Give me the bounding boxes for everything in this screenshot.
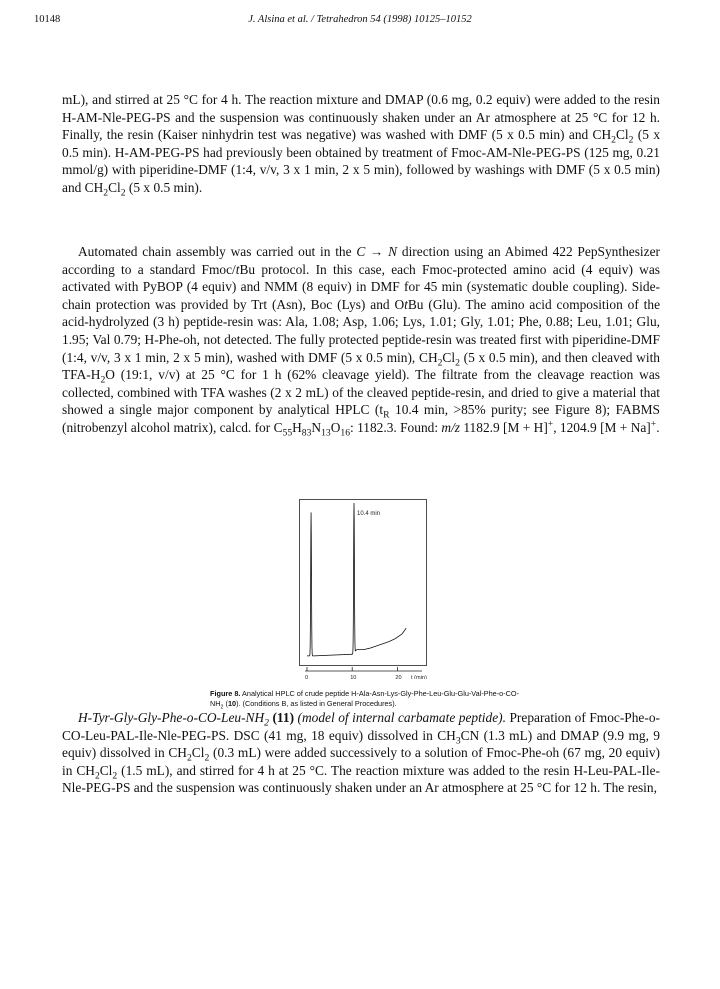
figure-caption: Figure 8. Analytical HPLC of crude peptide $H-Ala-Asn-Lys-Gly-Phe-Leu-Glu-Glu-Val-Phe-o-CO-NH_2$ (10). (Conditions B, as listed in General Procedures). xyxy=(210,689,520,711)
chromatogram-trace xyxy=(307,503,406,656)
x-tick-label: 20 xyxy=(395,675,402,679)
x-axis-label: t (min) xyxy=(411,675,427,679)
hplc-figure xyxy=(299,499,427,679)
page-number: 10148 xyxy=(34,14,61,25)
section-title: H-Tyr-Gly-Gly-Phe-o-CO-Leu-NH xyxy=(78,710,265,725)
x-tick-label: 0 xyxy=(305,675,309,679)
page-header xyxy=(0,14,720,30)
running-head: J. Alsina et al. / Tetrahedron 54 (1998) 10125–10152 xyxy=(248,14,472,25)
paragraph-3: $H-Tyr-Gly-Gly-Phe-o-CO-Leu-NH_2$ (11) (model of internal carbamate peptide). Preparation of Fmoc-Phe-o-CO-Leu-PAL-Ile-Nle-PEG-PS. DSC (41 mg, 18 equiv) dissolved in $CH_3CN$ (1.3 mL) and DMAP (9.9 mg, 9 equiv) dissolved in $CH_2Cl_2$ (0.3 mL) were added successively to a solution of Fmoc-Phe-oh (67 mg, 20 equiv) in $CH_2Cl_2$ (1.5 mL), and stirred for 4 h at 25 °C. The reaction mixture was added to the resin H-Leu-PAL-Ile-Nle-PEG-PS and the suspension was continuously shaken under an Ar atmosphere at 25 °C for 12 h. The resin, xyxy=(62,710,661,796)
paragraph-2: Automated chain assembly was carried out in the C → N direction using an Abimed 422 PepSynthesizer according to a standard Fmoc/tBu protocol. In this case, each Fmoc-protected amino acid (4 equiv) was activated with PyBOP (4 equiv) and NMM (8 equiv) in DMF for 45 min (systematic double coupling). Side-chain protection was provided by Trt (Asn), Boc (Lys) and OtBu (Glu). The amino acid composition of the acid-hydrolyzed (3 h) peptide-resin was: Ala, 1.08; Asp, 1.06; Lys, 1.01; Gly, 1.01; Phe, 0.88; Leu, 1.01; Glu, 1.95; Val 0.79; H-Phe-oh, not detected. The fully protected peptide-resin was treated first with piperidine-DMF (1:4, v/v, 3 x 1 min, 2 x 5 min), washed with DMF (5 x 0.5 min), $CH_2Cl_2$ (5 x 0.5 min), and then cleaved with TFA-$H_2O$ (19:1, v/v) at 25 °C for 1 h (62% cleavage yield). The filtrate from the cleavage reaction was collected, combined with TFA washes (2 x 2 mL) of the cleaved peptide-resin, and dried to give a material that showed a single major component by analytical HPLC ($t_R$ 10.4 min, >85% purity; see Figure 8); FABMS (nitrobenzyl alcohol matrix), calcd. for $C_{55}H_{83}N_{13}O_{16}$: 1182.3. Found: m/z 1182.9 [M + H]+, 1204.9 [M + Na]+. xyxy=(62,244,661,439)
hplc-chromatogram xyxy=(299,499,427,679)
paragraph-1: mL), and stirred at 25 °C for 4 h. The reaction mixture and DMAP (0.6 mg, 0.2 equiv) were added to the resin H-AM-Nle-PEG-PS and the suspension was continuously shaken under an Ar atmosphere at 25 °C for 12 h. Finally, the resin (Kaiser ninhydrin test was negative) was washed with DMF (5 x 0.5 min) and $CH_2Cl_2$ (5 x 0.5 min). H-AM-PEG-PS had previously been obtained by treatment of Fmoc-AM-Nle-PEG-PS (125 mg, 0.21 mmol/g) with piperidine-DMF (1:4, v/v, 3 x 1 min, 2 x 5 min), followed by washings with DMF (5 x 0.5 min) and $CH_2Cl_2$ (5 x 0.5 min). xyxy=(62,92,661,199)
peak-annotation: 10.4 min xyxy=(357,511,381,517)
x-tick-label: 10 xyxy=(350,675,357,679)
figure-label: Figure 8. xyxy=(210,689,241,698)
plot-frame xyxy=(300,500,427,666)
